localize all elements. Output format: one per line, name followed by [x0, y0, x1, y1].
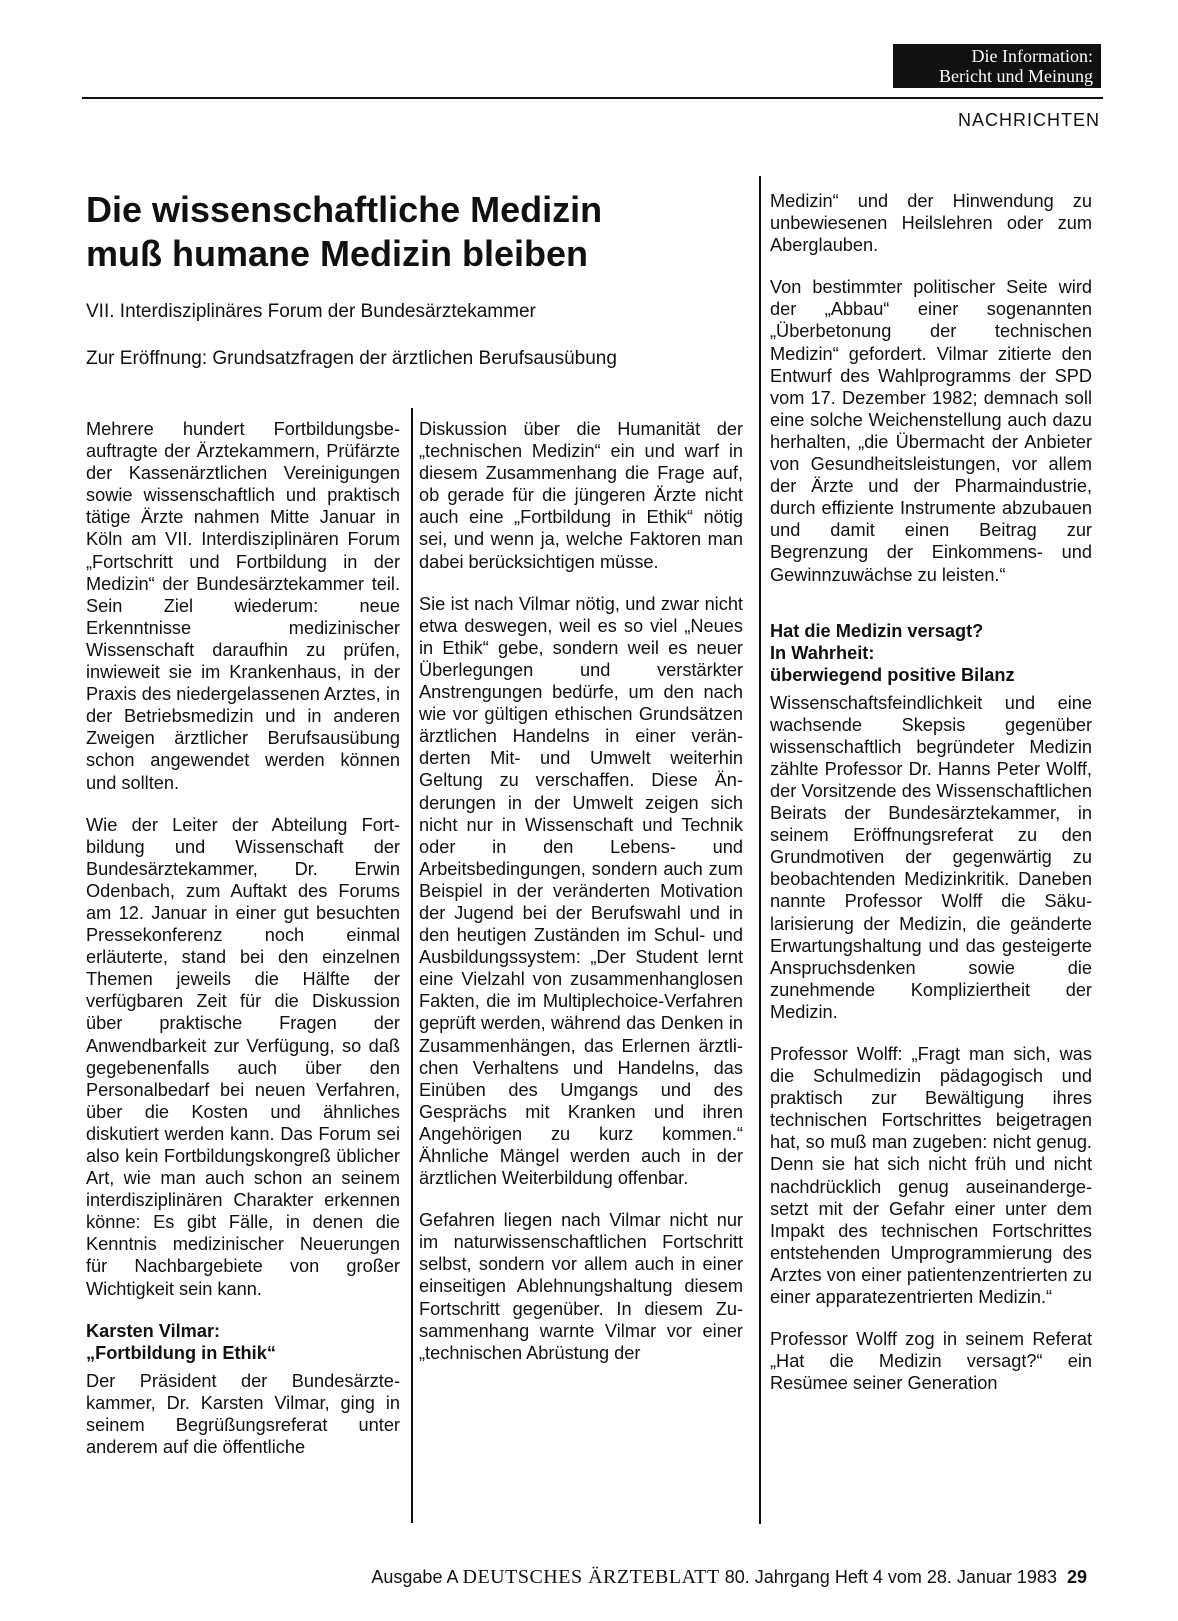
article-title — [86, 188, 726, 276]
paragraph: Diskussion über die Humanität der „technischen Medizin“ ein und warf in diesem Zusammenhang die Frage auf, ob gerade für die jüngeren Ärzte nicht auch eine „Fortbildung in Ethik“ nötig sei, und wenn ja, welche Faktoren man dabei berücksichtigen müsse. — [419, 419, 743, 572]
subheading-line: Hat die Medizin versagt? — [770, 620, 984, 641]
title-line-1: Die wissenschaftliche Medizin — [86, 189, 603, 230]
article-subtitle: VII. Interdisziplinäres Forum der Bundesärztekammer — [86, 301, 536, 322]
badge-line-2: Bericht und Meinung — [939, 66, 1093, 86]
header-rule — [82, 97, 1103, 99]
paragraph: Professor Wolff: „Fragt man sich, was die Schulmedizin pädagogisch und praktisch zur Bewältigung ihres technischen Fortschrittes beigetragen hat, so muß man zugeben: nicht genug. Denn sie hat sich nicht früh und nicht nachdrücklich genug auseinandergesetzt mit der Gefahr einer unter dem Impakt des technischen Fortschrittes entstehenden Umprogrammierung des Arztes von einer patientenzentrierten zu einer apparatezentrierten Medizin.“ — [770, 1044, 1092, 1308]
paragraph: Professor Wolff zog in seinem Referat „Hat die Medizin versagt?“ ein Resümee seiner Generation — [770, 1329, 1092, 1394]
subheading-line: In Wahrheit: — [770, 642, 875, 663]
subheading-line: Karsten Vilmar: — [86, 1320, 221, 1341]
text-column-3 — [770, 190, 1092, 1414]
column-divider-1 — [411, 408, 413, 1523]
paragraph: Mehrere hundert Fortbildungsbeauftragte der Ärztekammern, Prüfärzte der Kassenärztlichen Vereinigungen sowie wissenschaftlich und praktisch tätige Ärzte nahmen Mitte Januar in Köln am VII. Interdisziplinären Forum „Fortschritt und Fortbildung in der Medizin“ der Bundesärztekammer teil. Sein Ziel wiederum: neue Erkenntnisse medizinischer Wissenschaft daraufhin zu prüfen, inwieweit sie im Krankenhaus, in der Praxis des niedergelassenen Arztes, in der Betriebsmedizin und in anderen Zweigen ärztlicher Berufsausübung schon angewendet werden können und sollten. — [86, 419, 400, 793]
paragraph: Gefahren liegen nach Vilmar nicht nur im naturwissenschaftlichen Fortschritt selbst, sondern vor allem auch in einer einseitigen Ablehnungshaltung diesem Fortschritt gegenüber. In diesem Zusammenhang warnte Vilmar vor einer „technischen Abrüstung der — [419, 1210, 743, 1363]
paragraph: Der Präsident der Bundesärztekammer, Dr. Karsten Vilmar, ging in seinem Begrüßungsreferat unter anderem auf die öffentliche — [86, 1370, 400, 1457]
page-footer — [0, 1566, 1087, 1589]
footer-issue: 80. Jahrgang Heft 4 vom 28. Januar 1983 — [724, 1567, 1057, 1587]
column-divider-2 — [759, 176, 761, 1524]
paragraph: Wie der Leiter der Abteilung Fortbildung und Wissenschaft der Bundesärztekammer, Dr. Erwin Odenbach, zum Auftakt des Forums am 12. Januar in einer gut besuchten Pressekonferenz noch einmal erläuterte, stand bei den einzelnen Themen jeweils die Hälfte der verfügbaren Zeit für die Diskussion über praktische Fragen der Anwendbarkeit zur Verfügung, so daß gegebenenfalls auch über den Personalbedarf bei neuen Verfahren, über die Kosten und ähnliches diskutiert werden kann. Das Forum sei also kein Fortbildungskongreß üblicher Art, wie man auch schon an seinem interdisziplinären Charakter erkennen könne: Es gibt Fälle, in denen die Kenntnis medizinischer Neuerungen für Nachbargebiete von großer Wichtigkeit sein kann. — [86, 814, 400, 1299]
footer-edition: Ausgabe A — [371, 1567, 458, 1587]
subheading — [86, 1320, 400, 1364]
subheading — [770, 620, 1092, 686]
page-number: 29 — [1066, 1567, 1087, 1587]
badge-line-1: Die Information: — [971, 46, 1093, 66]
subheading-line: überwiegend positive Bilanz — [770, 664, 1015, 685]
article-kicker: Zur Eröffnung: Grundsatzfragen der ärztlichen Berufsausübung — [86, 348, 617, 369]
text-column-1 — [86, 418, 400, 1478]
title-line-2: muß humane Medizin bleiben — [86, 233, 589, 274]
text-column-2 — [419, 418, 743, 1384]
paragraph: Medizin“ und der Hinwendung zu unbewiesenen Heilslehren oder zum Aberglauben. — [770, 191, 1092, 256]
paragraph: Sie ist nach Vilmar nötig, und zwar nicht etwa deswegen, weil es so viel „Neues in Ethik“ gebe, sondern weil es neuer Überlegungen und verstärkter Anstrengungen bedürfe, um den nach wie vor gültigen ethischen Grundsätzen ärztlichen Handelns in einer veränderten Mit- und Umwelt weiterhin Geltung zu verschaffen. Diese Änderungen in der Umwelt zeigen sich nicht nur in Wissenschaft und Technik oder in den Lebens- und Arbeitsbedingungen, sondern auch zum Beispiel in der veränderten Motivation der Jugend bei der Berufswahl und in den heutigen Zuständen im Schul- und Ausbildungssystem: „Der Student lernt eine Vielzahl von zusammenhanglosen Fakten, die im Multiplechoice-Verfahren geprüft werden, während das Denken in Zusammenhängen, das Erlernen ärztlichen Verhaltens und Handelns, das Einüben des Umgangs und des Gesprächs mit Kranken und ihren Angehörigen zu kurz kommen.“ Ähnliche Mängel werden auch in der ärztlichen Weiterbildung offenbar. — [419, 593, 743, 1189]
section-label: NACHRICHTEN — [957, 110, 1100, 130]
footer-journal: DEUTSCHES ÄRZTEBLATT — [462, 1566, 720, 1588]
section-badge — [893, 44, 1101, 88]
subheading-line: „Fortbildung in Ethik“ — [86, 1342, 276, 1363]
paragraph: Wissenschaftsfeindlichkeit und eine wachsende Skepsis gegenüber wissenschaftlich begründeter Medizin zählte Professor Dr. Hanns Peter Wolff, der Vorsitzende des Wissenschaftlichen Beirats der Bundesärztekammer, in seinem Eröffnungsreferat zu den Grundmotiven der gegenwärtig zu beobachtenden Medizinkritik. Daneben nannte Professor Wolff die Säkularisierung der Medizin, die geänderte Erwartungshaltung und das gesteigerte Anspruchsdenken sowie die zunehmende Kompliziertheit der Medizin. — [770, 692, 1092, 1022]
paragraph: Von bestimmter politischer Seite wird der „Abbau“ einer sogenannten „Überbetonung der technischen Medizin“ gefordert. Vilmar zitierte den Entwurf des Wahlprogramms der SPD vom 17. Dezember 1982; demnach soll eine solche Weichenstellung auch dazu herhalten, „die Übermacht der Anbieter von Gesundheitsleistungen, vor allem der Ärzte und der Pharmaindustrie, durch effiziente Instrumente abzubauen und damit einen Beitrag zur Begrenzung der Einkommens- und Gewinnzuwächse zu leisten.“ — [770, 277, 1092, 585]
